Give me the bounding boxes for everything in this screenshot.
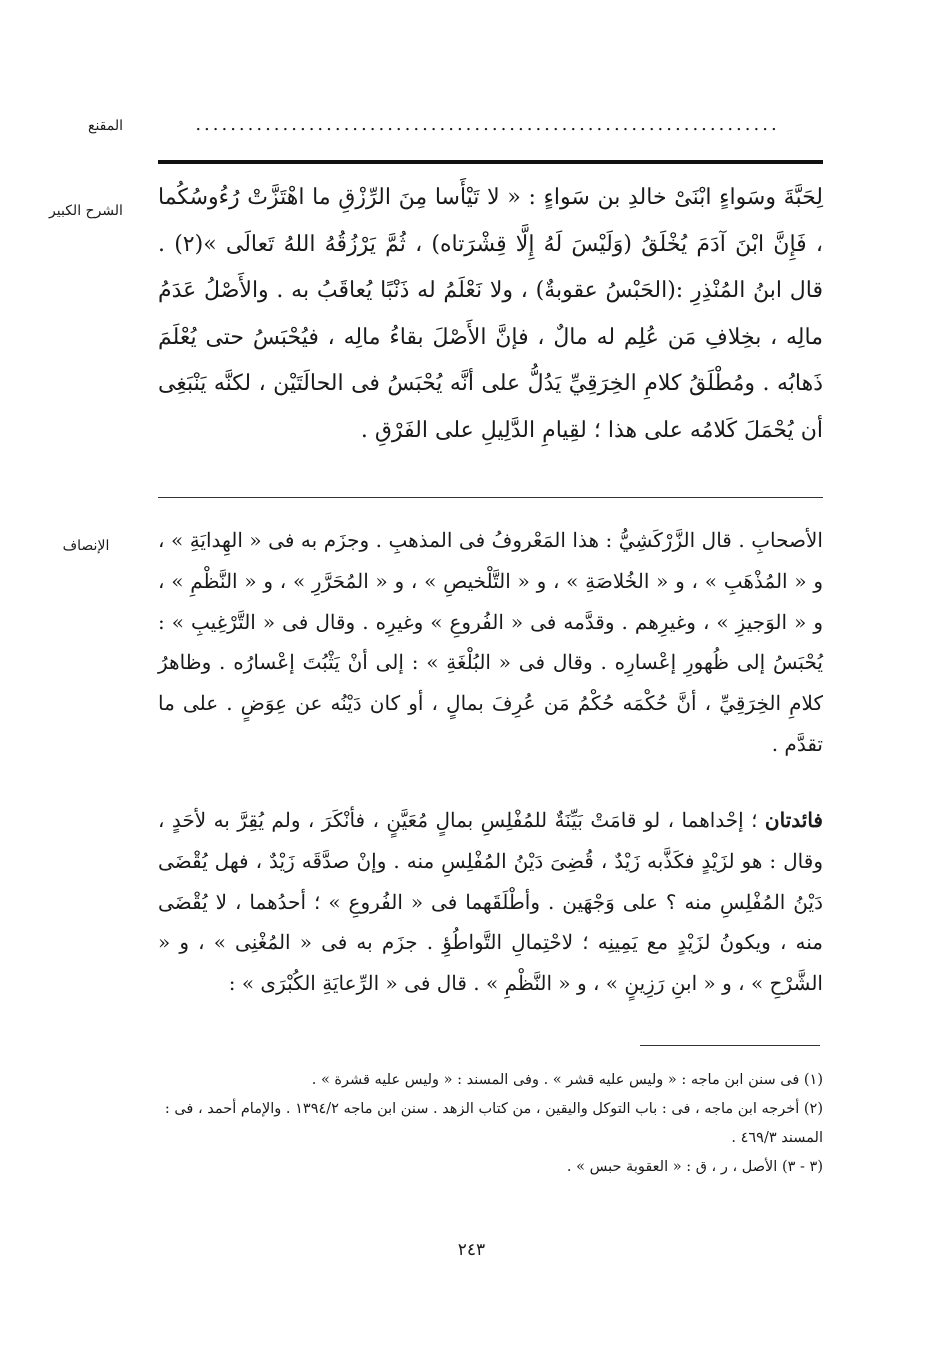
running-header-title: المقنع [88, 118, 124, 134]
footnote-item: (٣ - ٣) الأصل ، ر ، ق : « العقوبة حبس » . [566, 1159, 823, 1175]
fawaid-heading: فائدتان [764, 808, 823, 832]
footnotes [158, 1066, 823, 1182]
fawaid-body: ؛ إحْداهما ، لو قامَتْ بَيِّنَةٌ للمُفْلِسِ بمالٍ مُعَيَّنٍ ، فأنْكَرَ ، ولم يُقِرَّ به لأحَدٍ ، وقال : هو لزَيْدٍ فكَذَّبه زَيْدٌ ، قُضِىَ دَيْنُ المُفْلِسِ منه . وإنْ صدَّقَه زَيْدٌ ، فهل يُقْضَى دَيْنُ المُفْلِسِ منه ؟ على وَجْهَين . وأطْلَقَهما فى « الفُروعِ » ؛ أحدُهما ، لا يُقْضَى منه ، ويكونُ لزَيْدٍ مع يَمِينِه ؛ لاحْتِمالِ التَّواطُؤِ . جزَم به فى « المُغْنِى » ، و « الشَّرْحِ » ، و « ابنِ رَزِينٍ » ، و « النَّظْمِ » . قال فى « الرِّعايَةِ الكُبْرَى » : [158, 808, 823, 996]
section-label-sharh: الشرح الكبير [49, 203, 123, 219]
sharh-paragraph: لِحَبَّةَ وسَواءٍ ابْنَىْ خالدِ بن سَواءٍ : « لا تَيْأَسا مِنَ الرِّزْقِ ما اهْتَزَّتْ رُءُوسُكُما ، فَإِنَّ ابْنَ آدَمَ يُخْلَقُ (وَلَيْسَ لَهُ إِلَّا قِشْرَتاه) ، ثُمَّ يَرْزُقُهُ اللهُ تَعالَى »(٢) . قال ابنُ المُنْذِرِ :(الحَبْسُ عقوبةٌ) ، ولا نَعْلَمُ له ذَنْبًا يُعاقَبُ به . والأَصْلُ عَدَمُ مالِه ، بخِلافِ مَن عُلِم له مالٌ ، فإنَّ الأَصْلَ بقاءُ مالِه ، فيُحْبَسُ حتى يُعْلَمَ ذَهابُه . ومُطْلَقُ كلامِ الخِرَقِيِّ يَدُلُّ على أنَّه يُحْبَسُ فى الحالَتَيْن ، لكنَّه يَنْبَغِى أن يُحْمَلَ كَلامُه على هذا ؛ لقِيامِ الدَّلِيلِ على الفَرْقِ . [158, 185, 823, 443]
page-number: ٢٤٣ [457, 1240, 486, 1260]
header-dot-leader: ................................................................... [195, 114, 780, 135]
insaf-text-block [158, 520, 823, 765]
section-divider [158, 497, 823, 498]
insaf-paragraph: الأصحابِ . قال الزَّرْكَشِيُّ : هذا المَعْروفُ فى المذهبِ . وجزَم به فى « الهِدايَةِ » ، و « المُذْهَبِ » ، و « الخُلاصَةِ » ، و « التَّلْخيصِ » ، و « المُحَرَّرِ » ، و « النَّظْمِ » ، و « الوَجيزِ » ، وغيرِهم . وقدَّمه فى « الفُروعِ » وغيرِه . وقال فى « التَّرْغِيبِ » : يُحْبَسُ إلى ظُهورِ إعْسارِه . وقال فى « البُلْغَةِ » : إلى أنْ يَثْبُتَ إعْسارُه . وظاهرُ كلامِ الخِرَقِيِّ ، أنَّ حُكْمَه حُكْمُ مَن عُرِفَ بمالٍ ، أو كان دَيْنُه عن عِوَضٍ . على ما تقدَّم . [158, 528, 823, 756]
section-label-insaf: الإنصاف [62, 538, 110, 554]
header-rule [158, 160, 823, 164]
sharh-text-block [158, 175, 823, 454]
fawaid-text-block [158, 800, 823, 1004]
footnote-rule [640, 1045, 820, 1046]
footnote-item: (١) فى سنن ابن ماجه : « وليس عليه قشر » . وفى المسند : « وليس عليه قشرة » . [311, 1072, 823, 1088]
fawaid-paragraph [158, 800, 823, 1004]
footnote-item: (٢) أخرجه ابن ماجه ، فى : باب التوكل واليقين ، من كتاب الزهد . سنن ابن ماجه ١٣٩٤/٢ . والإمام أحمد ، فى : المسند ٤٦٩/٣ . [164, 1101, 823, 1146]
